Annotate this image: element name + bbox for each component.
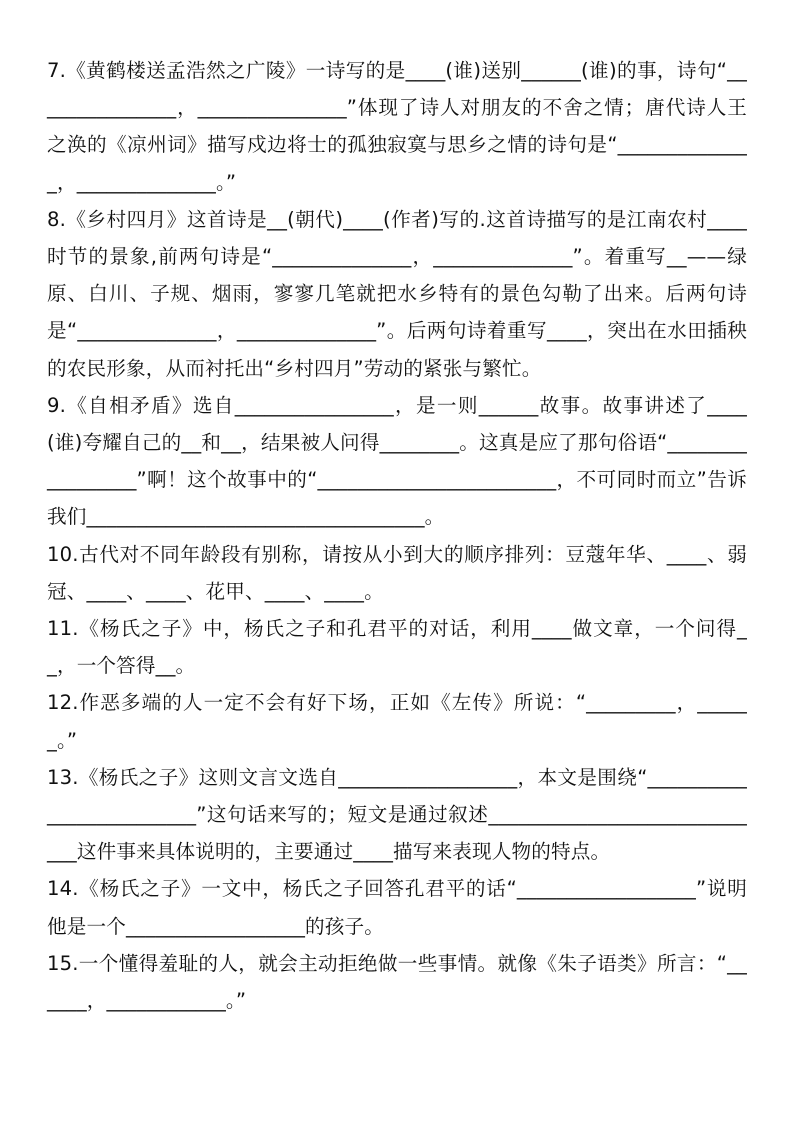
worksheet-page [47, 52, 747, 1019]
question-9: 9.《自相矛盾》选自________________，是一则______故事。故事讲述了____(谁)夸耀自己的__和__，结果被人问得________。这真是应了那句俗语“_________________”啊！这个故事中的“________________________，不可同时而立”告诉我们__________________________________。 [47, 393, 747, 529]
question-12: 12.作恶多端的人一定不会有好下场，正如《左传》所说：“_________，______。” [47, 691, 747, 752]
question-7: 7.《黄鹤楼送孟浩然之广陵》一诗写的是____(谁)送别______(谁)的事，诗句“_______________，_______________”体现了诗人对朋友的不舍之情；唐代诗人王之涣的《凉州词》描写戍边将士的孤独寂寞与思乡之情的诗句是“______________，______________。” [47, 59, 747, 194]
question-14: 14.《杨氏之子》一文中，杨氏之子回答孔君平的话“__________________”说明他是一个__________________的孩子。 [47, 877, 747, 938]
question-10: 10.古代对不同年龄段有别称，请按从小到大的顺序排列：豆蔻年华、____、弱冠、____、____、花甲、____、____。 [47, 542, 747, 603]
question-15: 15.一个懂得羞耻的人，就会主动拒绝做一些事情。就像《朱子语类》所言：“______，____________。” [47, 951, 747, 1013]
question-11: 11.《杨氏之子》中，杨氏之子和孔君平的对话，利用____做文章，一个问得__，一个答得__。 [47, 617, 747, 678]
question-13: 13.《杨氏之子》这则文言文选自__________________，本文是围绕“_________________________”这句话来写的；短文是通过叙述_____________________________这件事来具体说明的，主要通过____描写来表现人物的特点。 [47, 765, 747, 864]
question-8: 8.《乡村四月》这首诗是__(朝代)____(作者)写的.这首诗描写的是江南农村____时节的景象,前两句诗是“______________，______________”。着重写__——绿原、白川、子规、烟雨，寥寥几笔就把水乡特有的景色勾勒了出来。后两句诗是“______________，______________”。后两句诗着重写____，突出在水田插秧的农民形象，从而衬托出“乡村四月”劳动的紧张与繁忙。 [47, 207, 747, 380]
